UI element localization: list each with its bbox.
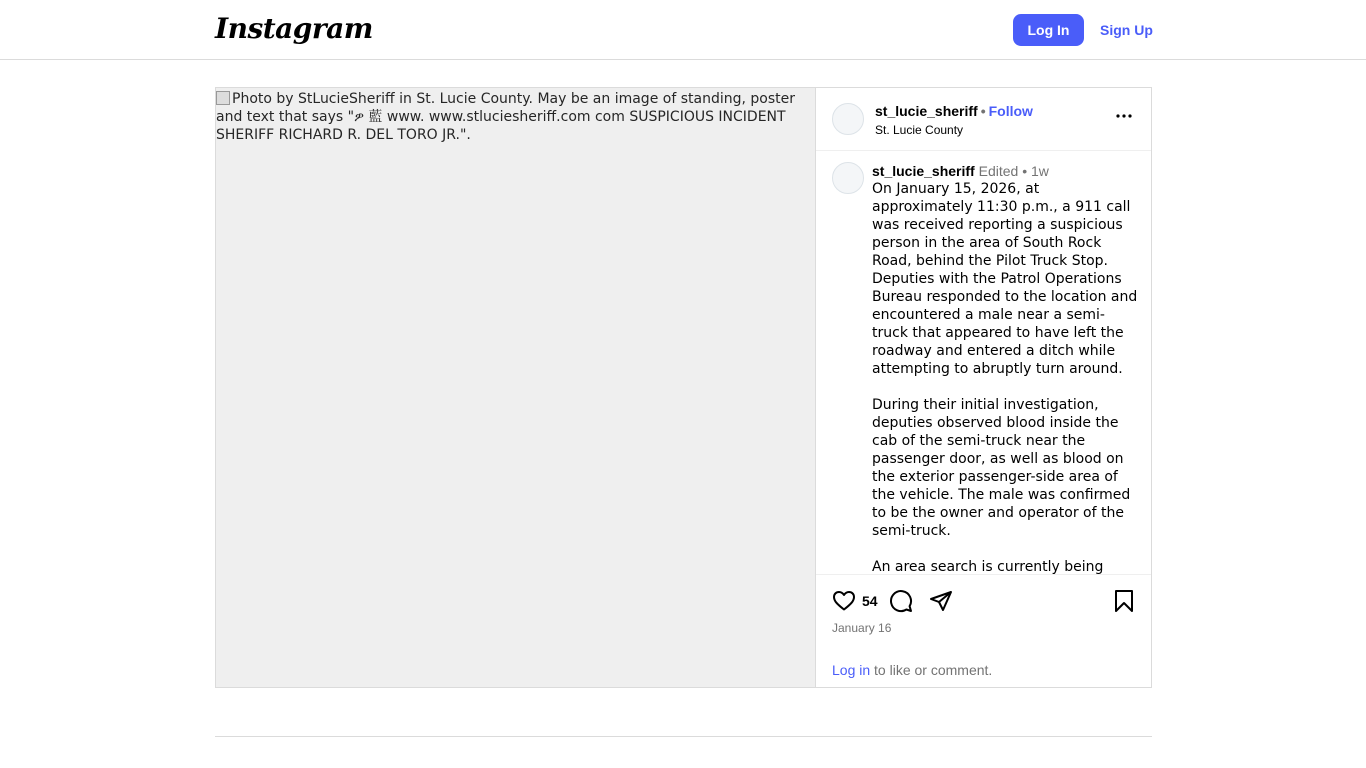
post-card bbox=[215, 87, 1152, 688]
author-username[interactable]: st_lucie_sheriff bbox=[875, 103, 978, 119]
caption-section[interactable] bbox=[816, 152, 1151, 574]
save-button[interactable] bbox=[1112, 589, 1138, 615]
login-link[interactable]: Log in bbox=[832, 662, 871, 678]
post-location[interactable]: St. Lucie County bbox=[875, 123, 964, 137]
post-sidebar bbox=[816, 88, 1151, 687]
like-count[interactable]: 54 bbox=[862, 593, 878, 609]
more-options-icon[interactable] bbox=[1112, 104, 1136, 128]
post-image[interactable] bbox=[216, 88, 816, 687]
footer-divider bbox=[215, 736, 1152, 737]
separator-dot: • bbox=[980, 103, 986, 119]
edited-label: Edited bbox=[978, 163, 1019, 179]
instagram-logo[interactable]: Instagram bbox=[215, 12, 373, 45]
comment-button[interactable] bbox=[889, 589, 915, 615]
caption-time[interactable]: 1w bbox=[1031, 163, 1049, 179]
share-button[interactable] bbox=[929, 589, 955, 615]
more-icon bbox=[1112, 104, 1136, 128]
caption-dot: • bbox=[1022, 163, 1028, 179]
avatar[interactable] bbox=[832, 103, 864, 135]
comment-icon bbox=[889, 589, 913, 613]
post-author bbox=[875, 103, 1033, 119]
top-bar bbox=[0, 0, 1366, 60]
post-header bbox=[816, 88, 1151, 151]
action-bar bbox=[816, 574, 1151, 687]
caption-text: On January 15, 2026, at approximately 11:30 p.m., a 911 call was received reporting a suspicious person in the area of South Rock Road, behind the Pilot Truck Stop. Deputies with the Patrol Operations Bureau responded to the location and encountered a male near a semi-truck that appeared to have left the roadway and entered a ditch while attempting to abruptly turn around. During their initial investigation, deputies observed blood inside the cab of the semi-truck near the passenger door, as well as blood on the exterior passenger-side area of the vehicle. The male was confirmed to be the owner and operator of the semi-truck. An area search is currently being bbox=[872, 181, 1138, 574]
image-alt-text bbox=[216, 90, 814, 144]
login-prompt bbox=[832, 662, 992, 678]
like-button[interactable] bbox=[832, 589, 858, 615]
share-icon bbox=[929, 589, 953, 613]
follow-button[interactable]: Follow bbox=[988, 103, 1033, 119]
broken-image-icon bbox=[216, 91, 230, 105]
caption-username[interactable]: st_lucie_sheriff bbox=[872, 163, 975, 179]
bookmark-icon bbox=[1112, 589, 1136, 613]
login-suffix: to like or comment. bbox=[870, 662, 993, 678]
signup-button[interactable]: Sign Up bbox=[1094, 14, 1159, 46]
heart-icon bbox=[832, 589, 856, 613]
caption-avatar[interactable] bbox=[832, 162, 864, 194]
login-button[interactable]: Log In bbox=[1013, 14, 1084, 46]
post-date[interactable]: January 16 bbox=[832, 621, 892, 635]
caption-meta bbox=[872, 162, 1049, 180]
alt-text-content: Photo by StLucieSheriff in St. Lucie County. May be an image of standing, poster and text that says "ዎ 藍 www. www.stluciesheriff.com com SUSPICIOUS INCIDENT SHERIFF RICHARD R. DEL TORO JR.". bbox=[216, 91, 795, 143]
